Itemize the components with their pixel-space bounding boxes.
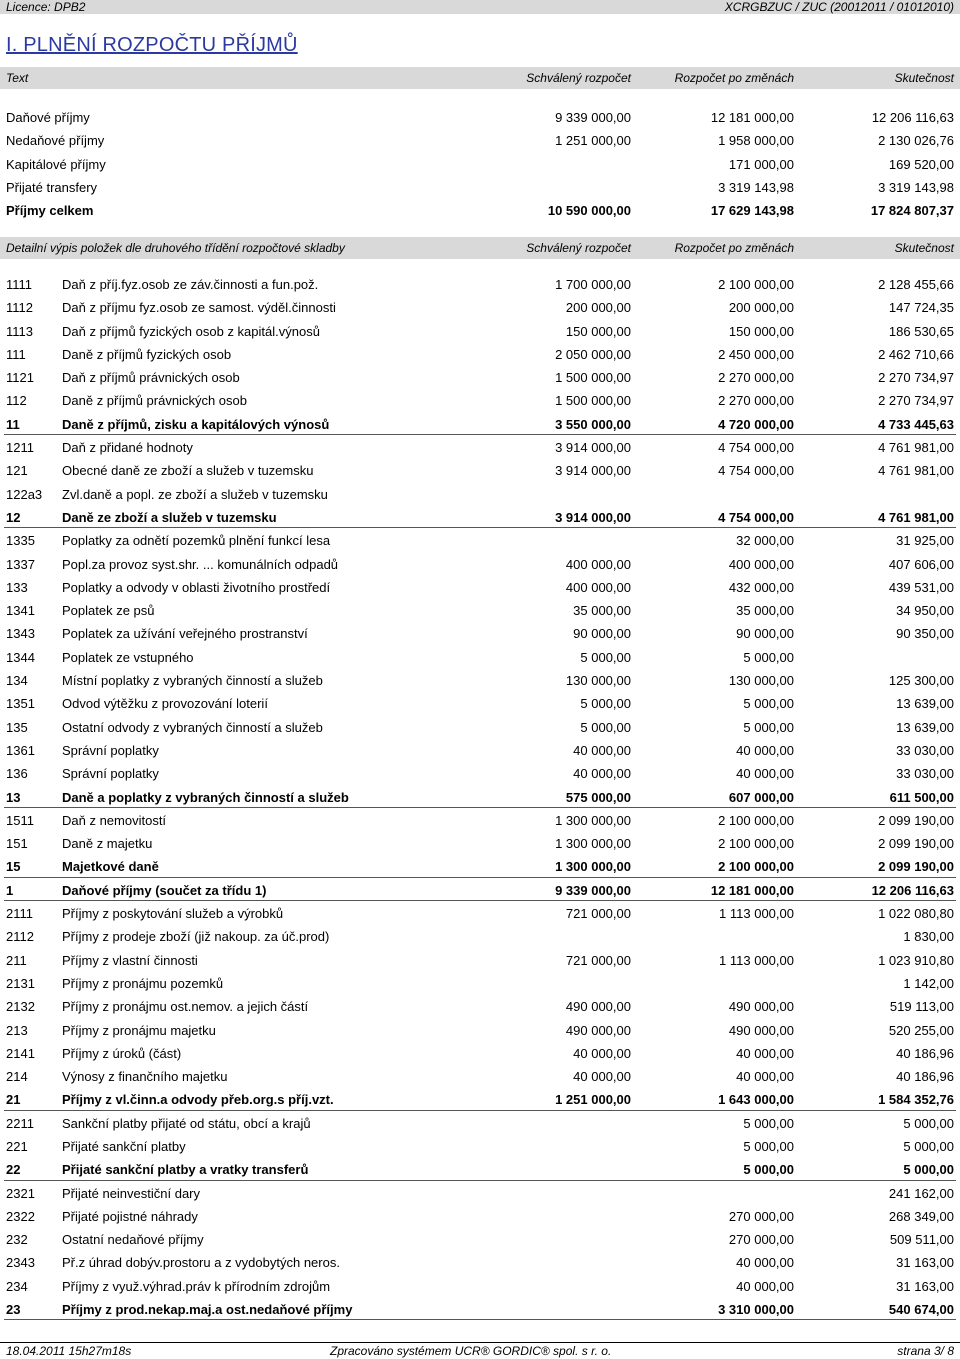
table-row (0, 483, 960, 506)
row-code: 1343 (6, 626, 35, 642)
row-after-changes: 90 000,00 (736, 626, 794, 642)
table-row (0, 296, 960, 319)
row-name: Daně a poplatky z vybraných činností a služeb (62, 789, 349, 805)
row-after-changes: 400 000,00 (728, 556, 794, 572)
row-code: 2321 (6, 1185, 35, 1201)
table-row (0, 716, 960, 739)
row-approved: 5 000,00 (580, 649, 631, 665)
row-code: 1112 (6, 300, 33, 316)
row-approved: 40 000,00 (573, 766, 631, 782)
row-name: Příjmy z pronájmu majetku (62, 1022, 216, 1038)
row-after-changes: 5 000,00 (743, 696, 794, 712)
summary-row-actual: 169 520,00 (888, 156, 954, 172)
summary-row (0, 153, 960, 176)
row-actual: 5 000,00 (903, 1162, 954, 1178)
row-code: 23 (6, 1302, 21, 1318)
table-row (0, 553, 960, 576)
row-actual: 4 733 445,63 (878, 416, 954, 432)
row-after-changes: 4 754 000,00 (718, 463, 794, 479)
table-row (0, 786, 960, 809)
summary-row-after-changes: 12 181 000,00 (710, 110, 794, 125)
row-approved: 40 000,00 (573, 742, 631, 758)
row-approved: 35 000,00 (573, 603, 631, 619)
row-actual: 2 270 734,97 (878, 393, 954, 409)
row-actual: 2 099 190,00 (878, 812, 954, 828)
table-row (0, 413, 960, 436)
row-after-changes: 12 181 000,00 (710, 882, 794, 898)
row-approved: 130 000,00 (565, 673, 631, 689)
summary-row-name: Daňové příjmy (6, 110, 90, 125)
row-name: Správní poplatky (62, 742, 159, 758)
row-name: Daň z přidané hodnoty (62, 440, 193, 456)
row-code: 2131 (6, 975, 35, 991)
detail-header-text: Detailní výpis položek dle druhového třídění rozpočtové skladby (6, 241, 345, 255)
summary-header-actual: Skutečnost (894, 71, 954, 85)
row-name: Přijaté sankční platby (62, 1138, 186, 1154)
row-approved: 1 300 000,00 (555, 836, 631, 852)
row-approved: 721 000,00 (565, 906, 631, 922)
row-approved: 721 000,00 (565, 952, 631, 968)
row-approved: 1 500 000,00 (555, 370, 631, 386)
row-actual: 31 163,00 (896, 1255, 954, 1271)
row-actual: 268 349,00 (888, 1208, 954, 1224)
row-after-changes: 490 000,00 (728, 999, 794, 1015)
summary-row-after-changes: 1 958 000,00 (718, 133, 794, 149)
row-approved: 575 000,00 (565, 789, 631, 805)
row-after-changes: 40 000,00 (736, 742, 794, 758)
row-after-changes: 40 000,00 (736, 1069, 794, 1085)
row-name: Příjmy z vl.činn.a odvody přeb.org.s příj.vzt. (62, 1092, 334, 1108)
row-code: 134 (6, 673, 28, 689)
row-code: 2211 (6, 1115, 34, 1131)
row-code: 1121 (6, 370, 34, 386)
table-row (0, 879, 960, 902)
summary-row-approved: 1 251 000,00 (555, 133, 631, 149)
row-after-changes: 150 000,00 (728, 323, 794, 339)
row-name: Příjmy z prod.nekap.maj.a ost.nedaňové příjmy (62, 1302, 353, 1318)
table-row (0, 1205, 960, 1228)
row-code: 1344 (6, 649, 35, 665)
footer (0, 1342, 960, 1359)
table-row (0, 599, 960, 622)
table-row (0, 902, 960, 925)
row-actual: 34 950,00 (896, 603, 954, 619)
table-row (0, 1158, 960, 1181)
row-code: 1335 (6, 533, 35, 549)
row-actual: 33 030,00 (896, 742, 954, 758)
row-name: Daň z příjmů právnických osob (62, 370, 240, 386)
row-code: 22 (6, 1162, 21, 1178)
row-actual: 4 761 981,00 (878, 463, 954, 479)
table-row (0, 949, 960, 972)
table-row (0, 855, 960, 878)
summary-row-after-changes: 3 319 143,98 (718, 179, 794, 195)
row-name: Majetkové daně (62, 859, 159, 875)
document-code: XCRGBZUC / ZUC (20012011 / 01012010) (724, 0, 954, 14)
row-code: 232 (6, 1232, 28, 1248)
summary-table (0, 106, 960, 222)
row-approved: 1 500 000,00 (555, 393, 631, 409)
summary-row-actual: 17 824 807,37 (870, 203, 954, 219)
table-row (0, 1182, 960, 1205)
row-after-changes: 200 000,00 (728, 300, 794, 316)
row-name: Odvod výtěžku z provozování loterií (62, 696, 268, 712)
row-code: 1211 (6, 440, 34, 456)
table-row (0, 273, 960, 296)
summary-header (0, 67, 960, 89)
row-approved: 1 300 000,00 (555, 812, 631, 828)
table-row (0, 1251, 960, 1274)
table-row (0, 1065, 960, 1088)
row-after-changes: 40 000,00 (736, 1255, 794, 1271)
row-approved: 9 339 000,00 (555, 882, 631, 898)
row-actual: 1 022 080,80 (878, 906, 954, 922)
summary-row-name: Přijaté transfery (6, 179, 98, 195)
page-title: I. PLNĚNÍ ROZPOČTU PŘÍJMŮ (6, 34, 298, 56)
table-row (0, 1088, 960, 1111)
row-actual: 2 270 734,97 (878, 370, 954, 386)
row-name: Příjmy z pronájmu ost.nemov. a jejich částí (62, 999, 309, 1015)
row-after-changes: 490 000,00 (728, 1022, 794, 1038)
row-name: Obecné daně ze zboží a služeb v tuzemsku (62, 463, 314, 479)
detail-header-actual: Skutečnost (894, 241, 954, 255)
table-row (0, 1135, 960, 1158)
row-code: 214 (6, 1069, 28, 1085)
row-actual: 439 531,00 (888, 579, 954, 595)
row-actual: 186 530,65 (888, 323, 954, 339)
table-row (0, 366, 960, 389)
row-after-changes: 35 000,00 (736, 603, 794, 619)
row-actual: 407 606,00 (888, 556, 954, 572)
row-code: 2141 (6, 1045, 35, 1061)
row-name: Příjmy z prodeje zboží (již nakoup. za úč.prod) (62, 929, 330, 945)
row-name: Poplatek ze psů (62, 603, 155, 619)
table-row (0, 972, 960, 995)
row-name: Daň z příjmu fyz.osob ze samost. výděl.činnosti (62, 300, 336, 316)
row-actual: 31 925,00 (896, 533, 954, 549)
row-after-changes: 2 100 000,00 (718, 859, 794, 875)
row-name: Výnosy z finančního majetku (62, 1069, 228, 1085)
row-approved: 3 550 000,00 (555, 416, 631, 432)
row-approved: 400 000,00 (565, 579, 631, 595)
row-after-changes: 270 000,00 (728, 1232, 794, 1248)
row-name: Daně z příjmů právnických osob (62, 393, 247, 409)
row-name: Příjmy z úroků (část) (62, 1045, 182, 1061)
row-name: Příjmy z vlastní činnosti (62, 952, 198, 968)
row-after-changes: 2 100 000,00 (718, 836, 794, 852)
row-code: 15 (6, 859, 21, 875)
row-code: 2111 (6, 906, 33, 922)
row-after-changes: 5 000,00 (743, 1162, 794, 1178)
row-approved: 5 000,00 (580, 696, 631, 712)
row-code: 2343 (6, 1255, 35, 1271)
row-approved: 5 000,00 (580, 719, 631, 735)
table-row (0, 1042, 960, 1065)
row-code: 2112 (6, 929, 34, 945)
row-name: Poplatky a odvody v oblasti životního prostředí (62, 579, 331, 595)
row-code: 21 (6, 1092, 21, 1108)
row-actual: 33 030,00 (896, 766, 954, 782)
row-after-changes: 1 113 000,00 (719, 906, 794, 922)
row-name: Daň z příjmů fyzických osob z kapitál.výnosů (62, 323, 320, 339)
row-name: Místní poplatky z vybraných činností a služeb (62, 673, 323, 689)
row-name: Př.z úhrad dobýv.prostoru a z vydobytých neros. (62, 1255, 340, 1271)
row-code: 112 (6, 393, 27, 409)
summary-header-approved: Schválený rozpočet (526, 71, 631, 85)
row-code: 211 (6, 952, 27, 968)
row-actual: 5 000,00 (903, 1115, 954, 1131)
row-after-changes: 2 270 000,00 (718, 393, 794, 409)
table-row (0, 343, 960, 366)
row-code: 1511 (6, 812, 34, 828)
row-after-changes: 2 100 000,00 (718, 277, 794, 292)
summary-row (0, 129, 960, 152)
row-actual: 125 300,00 (888, 673, 954, 689)
row-code: 1 (6, 882, 14, 898)
row-after-changes: 4 720 000,00 (718, 416, 794, 432)
row-approved: 40 000,00 (573, 1045, 631, 1061)
row-name: Přijaté sankční platby a vratky transferů (62, 1162, 309, 1178)
row-actual: 90 350,00 (896, 626, 954, 642)
row-approved: 1 300 000,00 (555, 859, 631, 875)
row-name: Daně z příjmů, zisku a kapitálových výnosů (62, 416, 330, 432)
table-row (0, 320, 960, 343)
row-code: 2132 (6, 999, 35, 1015)
row-actual: 40 186,96 (896, 1045, 954, 1061)
row-name: Přijaté pojistné náhrady (62, 1208, 198, 1224)
row-code: 121 (6, 463, 28, 479)
row-code: 136 (6, 766, 28, 782)
table-row (0, 646, 960, 669)
row-name: Daně z majetku (62, 836, 153, 852)
table-row (0, 576, 960, 599)
row-after-changes: 3 310 000,00 (718, 1302, 794, 1318)
row-name: Daně z příjmů fyzických osob (62, 346, 232, 362)
detail-table (0, 273, 960, 1321)
row-after-changes: 270 000,00 (728, 1208, 794, 1224)
summary-row-actual: 2 130 026,76 (878, 133, 954, 149)
row-actual: 1 584 352,76 (878, 1092, 954, 1108)
row-approved: 3 914 000,00 (555, 440, 631, 456)
row-actual: 1 830,00 (903, 929, 954, 945)
top-bar (0, 0, 960, 14)
table-row (0, 1298, 960, 1321)
row-after-changes: 40 000,00 (736, 1278, 794, 1294)
table-row (0, 459, 960, 482)
row-code: 133 (6, 579, 28, 595)
row-after-changes: 40 000,00 (736, 1045, 794, 1061)
summary-row (0, 176, 960, 199)
row-code: 11 (6, 416, 20, 432)
row-actual: 1 023 910,80 (878, 952, 954, 968)
row-name: Poplatky za odnětí pozemků plnění funkcí lesa (62, 533, 331, 549)
table-row (0, 1275, 960, 1298)
row-after-changes: 5 000,00 (743, 649, 794, 665)
detail-header-approved: Schválený rozpočet (526, 241, 631, 255)
row-actual: 520 255,00 (888, 1022, 954, 1038)
row-name: Přijaté neinvestiční dary (62, 1185, 201, 1201)
row-code: 2322 (6, 1208, 35, 1224)
row-code: 12 (6, 509, 21, 525)
row-approved: 150 000,00 (565, 323, 631, 339)
row-name: Sankční platby přijaté od státu, obcí a krajů (62, 1115, 311, 1131)
table-row (0, 436, 960, 459)
table-row (0, 739, 960, 762)
row-actual: 2 462 710,66 (878, 346, 954, 362)
row-actual: 13 639,00 (896, 696, 954, 712)
row-name: Poplatek za užívání veřejného prostranství (62, 626, 308, 642)
row-code: 221 (6, 1138, 28, 1154)
summary-row-name: Kapitálové příjmy (6, 156, 106, 172)
row-approved: 3 914 000,00 (555, 463, 631, 479)
row-code: 1341 (6, 603, 35, 619)
summary-row-after-changes: 171 000,00 (728, 156, 794, 172)
summary-header-text: Text (6, 71, 29, 85)
row-actual: 2 099 190,00 (878, 836, 954, 852)
table-row (0, 389, 960, 412)
row-actual: 540 674,00 (888, 1302, 954, 1318)
row-code: 151 (6, 836, 28, 852)
row-approved: 490 000,00 (565, 1022, 631, 1038)
row-code: 13 (6, 789, 21, 805)
licence-label: Licence: DPB2 (6, 0, 86, 14)
table-row (0, 925, 960, 948)
row-actual: 2 128 455,66 (878, 277, 954, 292)
summary-header-after-changes: Rozpočet po změnách (674, 71, 794, 85)
row-code: 1337 (6, 556, 35, 572)
row-actual: 12 206 116,63 (871, 882, 954, 898)
row-code: 1111 (6, 277, 33, 292)
row-actual: 519 113,00 (889, 999, 954, 1015)
row-actual: 611 500,00 (889, 789, 954, 805)
detail-header (0, 237, 960, 259)
row-approved: 40 000,00 (573, 1069, 631, 1085)
footer-system: Zpracováno systémem UCR® GORDIC® spol. s r. o. (330, 1344, 612, 1358)
row-after-changes: 2 270 000,00 (718, 370, 794, 386)
row-actual: 1 142,00 (903, 975, 954, 991)
row-code: 1351 (6, 696, 35, 712)
row-after-changes: 5 000,00 (743, 1115, 794, 1131)
table-row (0, 809, 960, 832)
summary-row-name: Nedaňové příjmy (6, 133, 105, 149)
summary-row-name: Příjmy celkem (6, 203, 94, 219)
table-row (0, 622, 960, 645)
table-row (0, 529, 960, 552)
row-name: Daň z nemovitostí (62, 812, 167, 828)
row-approved: 200 000,00 (565, 300, 631, 316)
row-actual: 40 186,96 (896, 1069, 954, 1085)
table-row (0, 506, 960, 529)
row-after-changes: 2 450 000,00 (718, 346, 794, 362)
row-after-changes: 607 000,00 (728, 789, 794, 805)
row-approved: 400 000,00 (565, 556, 631, 572)
table-row (0, 1019, 960, 1042)
row-actual: 4 761 981,00 (878, 440, 954, 456)
table-row (0, 762, 960, 785)
row-code: 111 (6, 346, 26, 362)
row-name: Příjmy z pronájmu pozemků (62, 975, 224, 991)
row-name: Příjmy z poskytování služeb a výrobků (62, 906, 284, 922)
row-after-changes: 32 000,00 (736, 533, 794, 549)
row-after-changes: 432 000,00 (728, 579, 794, 595)
row-actual: 509 511,00 (889, 1232, 954, 1248)
table-row (0, 1112, 960, 1135)
footer-page: strana 3/ 8 (897, 1344, 954, 1358)
row-name: Poplatek ze vstupného (62, 649, 194, 665)
row-name: Daně ze zboží a služeb v tuzemsku (62, 509, 277, 525)
row-actual: 4 761 981,00 (878, 509, 954, 525)
row-approved: 1 700 000,00 (555, 277, 631, 292)
row-after-changes: 130 000,00 (728, 673, 794, 689)
row-approved: 3 914 000,00 (555, 509, 631, 525)
row-actual: 31 163,00 (896, 1278, 954, 1294)
table-row (0, 832, 960, 855)
row-name: Příjmy z využ.výhrad.práv k přírodním zdrojům (62, 1278, 331, 1294)
row-code: 213 (6, 1022, 28, 1038)
row-actual: 147 724,35 (888, 300, 954, 316)
row-code: 1113 (6, 323, 33, 339)
summary-row-approved: 10 590 000,00 (547, 203, 631, 219)
row-name: Ostatní nedaňové příjmy (62, 1232, 204, 1248)
row-after-changes: 4 754 000,00 (718, 440, 794, 456)
row-approved: 1 251 000,00 (555, 1092, 631, 1108)
row-after-changes: 40 000,00 (736, 766, 794, 782)
row-approved: 90 000,00 (573, 626, 631, 642)
row-code: 1361 (6, 742, 35, 758)
row-name: Daňové příjmy (součet za třídu 1) (62, 882, 267, 898)
summary-row (0, 199, 960, 222)
row-actual: 2 099 190,00 (878, 859, 954, 875)
row-approved: 2 050 000,00 (555, 346, 631, 362)
table-row (0, 669, 960, 692)
footer-date: 18.04.2011 15h27m18s (6, 1344, 132, 1358)
row-name: Daň z příj.fyz.osob ze záv.činnosti a fun.pož. (62, 277, 319, 292)
summary-row (0, 106, 960, 129)
row-name: Zvl.daně a popl. ze zboží a služeb v tuzemsku (62, 486, 328, 502)
row-name: Ostatní odvody z vybraných činností a služeb (62, 719, 323, 735)
table-row (0, 1228, 960, 1251)
row-name: Popl.za provoz syst.shr. ... komunálních odpadů (62, 556, 339, 572)
row-approved: 490 000,00 (565, 999, 631, 1015)
row-after-changes: 4 754 000,00 (718, 509, 794, 525)
row-actual: 13 639,00 (896, 719, 954, 735)
summary-row-approved: 9 339 000,00 (555, 110, 631, 125)
row-name: Správní poplatky (62, 766, 159, 782)
row-after-changes: 5 000,00 (743, 719, 794, 735)
table-row (0, 995, 960, 1018)
detail-header-after-changes: Rozpočet po změnách (674, 241, 794, 255)
row-code: 234 (6, 1278, 28, 1294)
row-after-changes: 1 113 000,00 (719, 952, 794, 968)
row-after-changes: 1 643 000,00 (718, 1092, 794, 1108)
summary-row-actual: 3 319 143,98 (878, 179, 954, 195)
row-actual: 241 162,00 (888, 1185, 954, 1201)
row-actual: 5 000,00 (903, 1138, 954, 1154)
row-after-changes: 5 000,00 (743, 1138, 794, 1154)
row-code: 135 (6, 719, 28, 735)
summary-row-actual: 12 206 116,63 (871, 110, 954, 125)
row-code: 122a3 (6, 486, 43, 502)
row-after-changes: 2 100 000,00 (718, 812, 794, 828)
table-row (0, 692, 960, 715)
summary-row-after-changes: 17 629 143,98 (710, 203, 794, 219)
